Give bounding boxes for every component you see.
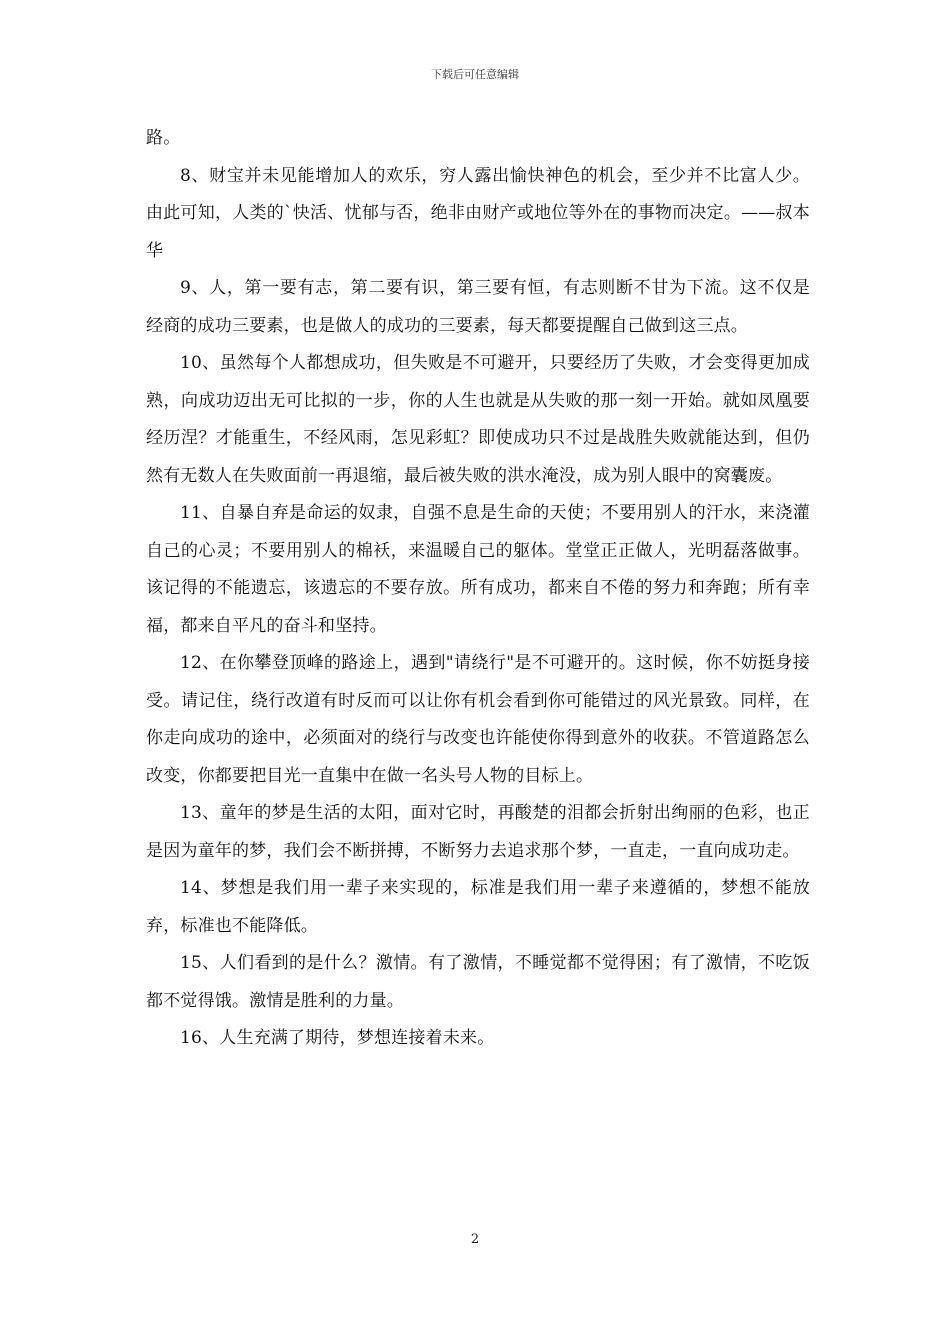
paragraph-9: 9、人，第一要有志，第二要有识，第三要有恒，有志则断不甘为下流。这不仅是经商的成功三要素，也是做人的成功的三要素，每天都要提醒自己做到这三点。 <box>146 278 810 336</box>
paragraph-13: 13、童年的梦是生活的太阳，面对它时，再酸楚的泪都会折射出绚丽的色彩，也正是因为童年的梦，我们会不断拼搏，不断努力去追求那个梦，一直走，一直向成功走。 <box>146 803 810 861</box>
paragraph-8: 8、财宝并未见能增加人的欢乐，穷人露出愉快神色的机会，至少并不比富人少。由此可知，人类的`快活、忧郁与否，绝非由财产或地位等外在的事物而决定。——叔本华 <box>146 165 810 261</box>
paragraph-11: 11、自暴自弃是命运的奴隶，自强不息是生命的天使；不要用别人的汗水，来浇灌自己的心灵；不要用别人的棉袄，来温暖自己的躯体。堂堂正正做人，光明磊落做事。该记得的不能遗忘，该遗忘的不要存放。所有成功，都来自不倦的努力和奔跑；所有幸福，都来自平凡的奋斗和坚持。 <box>146 503 810 636</box>
paragraph-10: 10、虽然每个人都想成功，但失败是不可避开，只要经历了失败，才会变得更加成熟，向成功迈出无可比拟的一步，你的人生也就是从失败的那一刻一开始。就如凤凰要经历涅？才能重生，不经风雨，怎见彩虹？即使成功只不过是战胜失败就能达到，但仍然有无数人在失败面前一再退缩，最后被失败的洪水淹没，成为别人眼中的窝囊废。 <box>146 353 810 486</box>
page-header: 下载后可任意编辑 <box>431 68 519 81</box>
page-number: 2 <box>470 1232 480 1247</box>
paragraph-15: 15、人们看到的是什么？激情。有了激情，不睡觉都不觉得困；有了激情，不吃饭都不觉得饿。激情是胜利的力量。 <box>146 953 810 1011</box>
paragraph-12: 12、在你攀登顶峰的路途上，遇到"请绕行"是不可避开的。这时候，你不妨挺身接受。请记住，绕行改道有时反而可以让你有机会看到你可能错过的风光景致。同样，在你走向成功的途中，必须面对的绕行与改变也许能使你得到意外的收获。不管道路怎么改变，你都要把目光一直集中在做一名头号人物的目标上。 <box>146 653 810 786</box>
paragraph-continuation: 路。 <box>146 128 181 148</box>
paragraph-16: 16、人生充满了期待，梦想连接着未来。 <box>180 1028 495 1048</box>
document-body <box>146 120 810 1058</box>
paragraph-14: 14、梦想是我们用一辈子来实现的，标准是我们用一辈子来遵循的，梦想不能放弃，标准也不能降低。 <box>146 878 810 936</box>
